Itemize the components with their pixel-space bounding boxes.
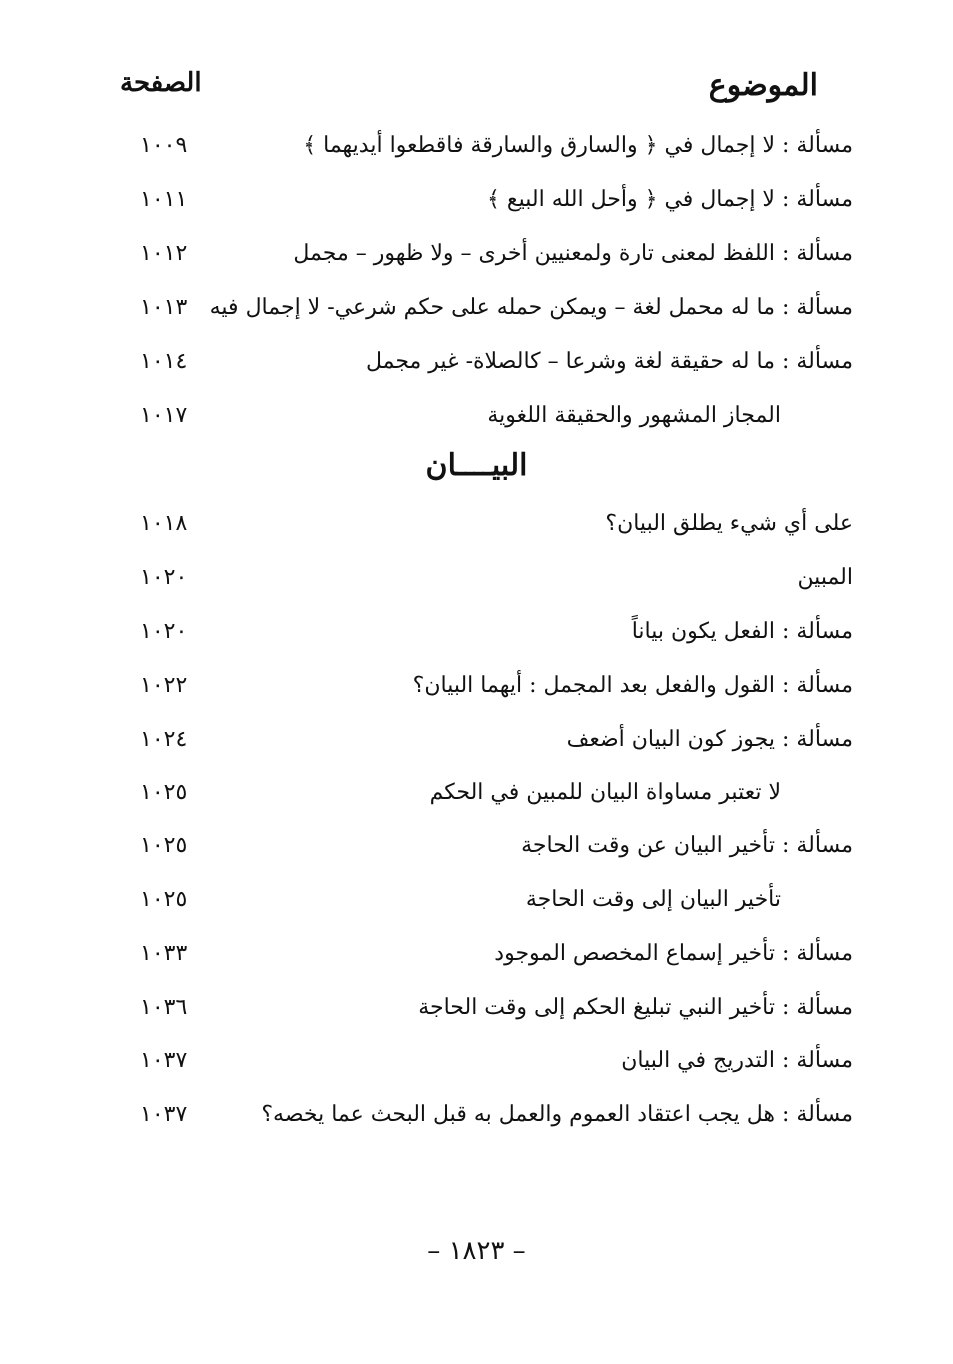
toc-entry-topic: المجاز المشهور والحقيقة اللغوية bbox=[487, 403, 781, 428]
toc-entry-topic: مسألة : تأخير النبي تبليغ الحكم إلى وقت الحاجة bbox=[418, 995, 853, 1020]
toc-entry-topic: لا تعتبر مساواة البيان للمبين في الحكم bbox=[429, 780, 781, 805]
toc-entry bbox=[140, 126, 853, 166]
toc-entry-page: ١٠٢٥ bbox=[140, 833, 188, 858]
toc-entry-page: ١٠١١ bbox=[140, 187, 188, 212]
toc-entry bbox=[140, 773, 853, 813]
toc-entry-page: ١٠١٣ bbox=[140, 295, 188, 320]
toc-entry bbox=[140, 1041, 853, 1081]
toc-entry-topic: مسألة : اللفظ لمعنى تارة ولمعنيين أخرى – ولا ظهور – مجمل bbox=[293, 241, 853, 266]
toc-entry-page: ١٠٢٠ bbox=[140, 619, 188, 644]
toc-entry-topic: مسألة : التدريج في البيان bbox=[621, 1048, 853, 1073]
page-number: – ١٨٢٣ – bbox=[427, 1236, 526, 1266]
toc-entry bbox=[140, 988, 853, 1028]
toc-entry-topic: تأخير البيان إلى وقت الحاجة bbox=[525, 887, 781, 912]
table-header bbox=[110, 68, 823, 108]
toc-entry bbox=[140, 234, 853, 274]
toc-entry bbox=[140, 180, 853, 220]
page-column-header: الصفحة bbox=[120, 68, 202, 98]
toc-entry-page: ١٠٢٥ bbox=[140, 780, 188, 805]
toc-entry bbox=[140, 880, 853, 920]
toc-entry bbox=[140, 934, 853, 974]
toc-entry-page: ١٠١٢ bbox=[140, 241, 188, 266]
toc-entry-topic: مسألة : الفعل يكون بياناً bbox=[631, 619, 853, 644]
toc-entry bbox=[140, 504, 853, 544]
toc-entry-topic: مسألة : ما له محمل لغة – ويمكن حمله على حكم شرعي- لا إجمال فيه bbox=[209, 295, 853, 320]
toc-entry bbox=[140, 288, 853, 328]
toc-entry-page: ١٠٠٩ bbox=[140, 133, 188, 158]
toc-entry-topic: مسألة : تأخير البيان عن وقت الحاجة bbox=[521, 833, 853, 858]
toc-entry-page: ١٠١٤ bbox=[140, 349, 188, 374]
toc-entry-topic: مسألة : يجوز كون البيان أضعف bbox=[566, 727, 853, 752]
toc-entry-page: ١٠٢٤ bbox=[140, 727, 188, 752]
toc-entry bbox=[140, 720, 853, 760]
toc-entry-topic: على أي شيء يطلق البيان؟ bbox=[605, 511, 853, 536]
toc-entry bbox=[140, 666, 853, 706]
toc-entry-topic: مسألة : لا إجمال في ﴿ وأحل الله البيع ﴾ bbox=[487, 187, 853, 212]
toc-entry-page: ١٠٣٧ bbox=[140, 1048, 188, 1073]
toc-entry-page: ١٠١٧ bbox=[140, 403, 188, 428]
toc-entry bbox=[140, 396, 853, 436]
toc-entry-page: ١٠٢٥ bbox=[140, 887, 188, 912]
toc-entry-topic: مسألة : هل يجب اعتقاد العموم والعمل به قبل البحث عما يخصه؟ bbox=[261, 1102, 853, 1127]
section-title: البيــــان bbox=[425, 448, 528, 483]
toc-entry-page: ١٠١٨ bbox=[140, 511, 188, 536]
toc-entry-page: ١٠٣٦ bbox=[140, 995, 188, 1020]
toc-entry-page: ١٠٣٣ bbox=[140, 941, 188, 966]
toc-entry-topic: المبين bbox=[797, 565, 853, 590]
toc-entry-page: ١٠٢٠ bbox=[140, 565, 188, 590]
toc-entry-topic: مسألة : ما له حقيقة لغة وشرعا – كالصلاة- غير مجمل bbox=[365, 349, 853, 374]
toc-entry bbox=[140, 558, 853, 598]
toc-entry bbox=[140, 612, 853, 652]
toc-entry-topic: مسألة : تأخير إسماع المخصص الموجود bbox=[494, 941, 853, 966]
toc-entry-topic: مسألة : لا إجمال في ﴿ والسارق والسارقة فاقطعوا أيديهما ﴾ bbox=[303, 133, 853, 158]
toc-entry bbox=[140, 826, 853, 866]
toc-entry bbox=[140, 1095, 853, 1135]
toc-entry bbox=[140, 342, 853, 382]
toc-entry-page: ١٠٣٧ bbox=[140, 1102, 188, 1127]
toc-entry-topic: مسألة : القول والفعل بعد المجمل : أيهما البيان؟ bbox=[412, 673, 853, 698]
topic-column-header: الموضوع bbox=[708, 68, 818, 103]
toc-entry-page: ١٠٢٢ bbox=[140, 673, 188, 698]
